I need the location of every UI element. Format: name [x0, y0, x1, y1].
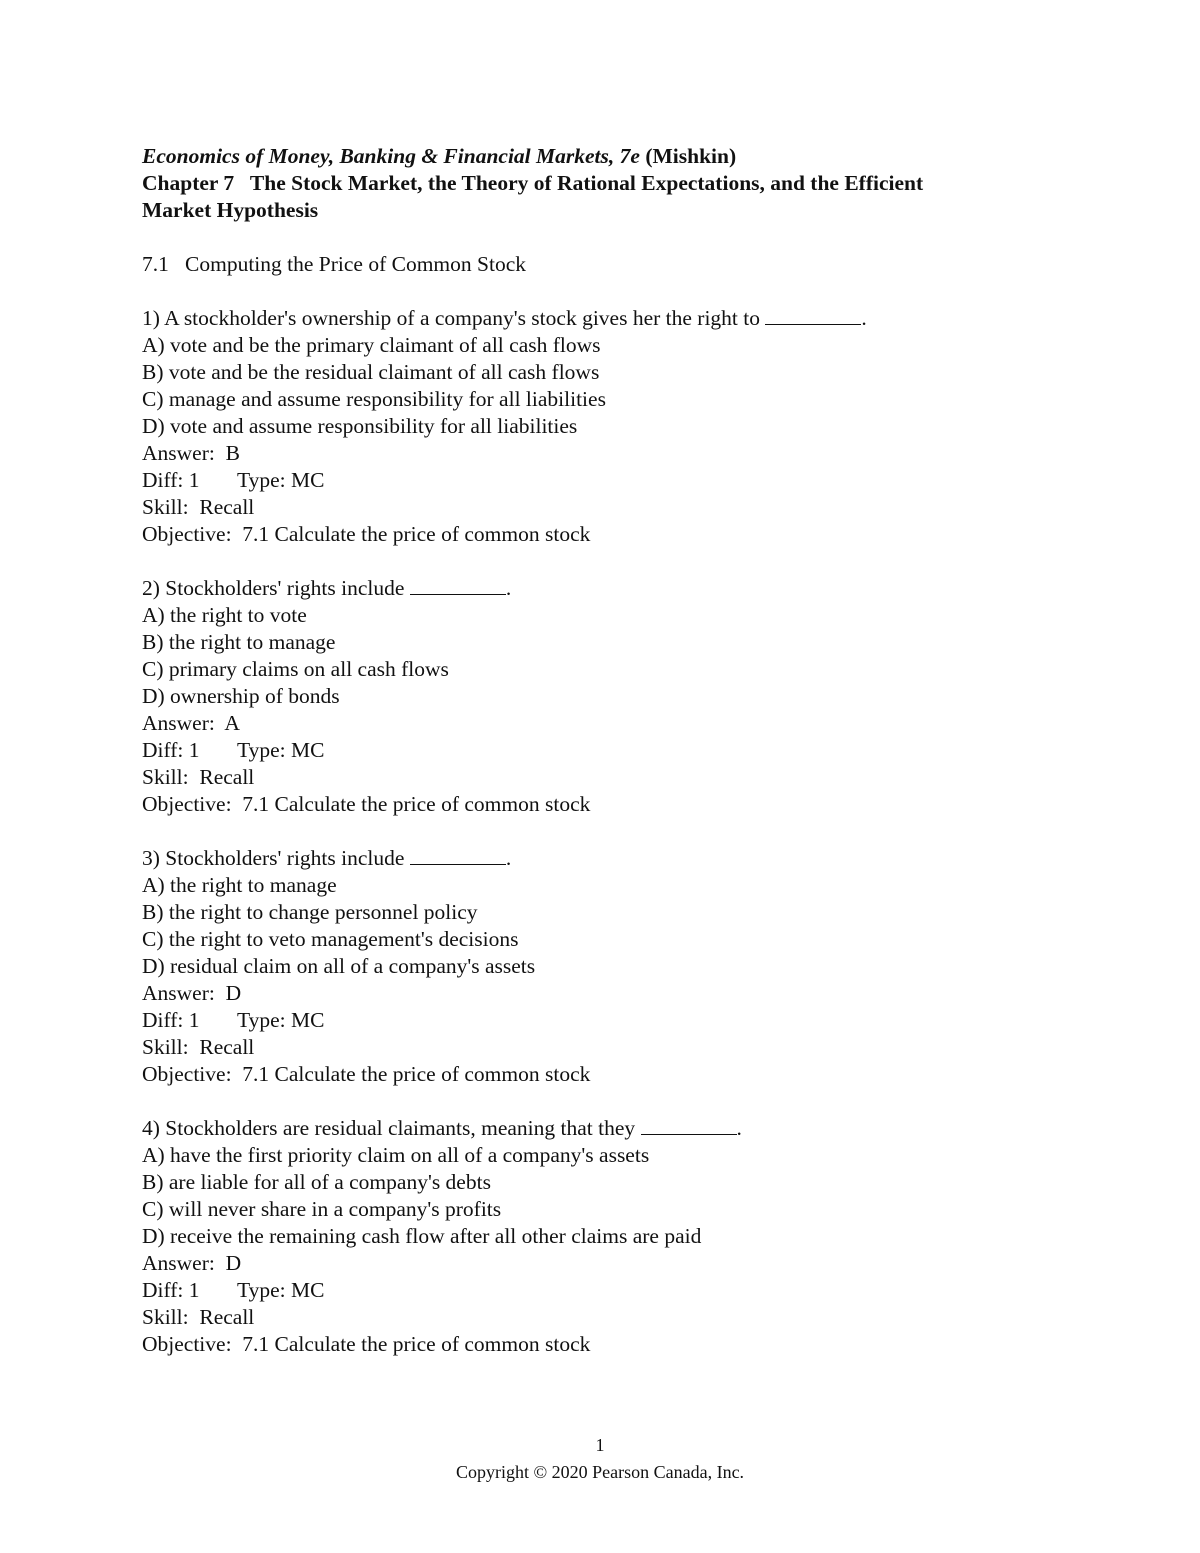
choice-a: A) have the first priority claim on all of a company's assets	[142, 1143, 650, 1167]
question-stem-end: .	[861, 306, 867, 330]
question-stem	[142, 1115, 1042, 1142]
choice-b: B) the right to change personnel policy	[142, 900, 478, 924]
question-stem	[142, 305, 1042, 332]
answer-line: Answer: D	[142, 1251, 242, 1275]
question-stem-end: .	[736, 1116, 742, 1140]
skill-line: Skill: Recall	[142, 1035, 255, 1059]
objective-line: Objective: 7.1 Calculate the price of common stock	[142, 1062, 591, 1086]
choice-c: C) will never share in a company's profits	[142, 1197, 502, 1221]
chapter-title: Chapter 7 The Stock Market, the Theory of Rational Expectations, and the Efficient	[142, 171, 924, 195]
question-block	[142, 1115, 1042, 1358]
page-content	[142, 143, 1042, 1358]
choice-a: A) the right to manage	[142, 873, 337, 897]
objective-line: Objective: 7.1 Calculate the price of common stock	[142, 522, 591, 546]
diff-type-line	[142, 737, 1042, 764]
answer-blank	[410, 845, 506, 865]
question-block	[142, 575, 1042, 818]
question-stem	[142, 845, 1042, 872]
choice-a: A) vote and be the primary claimant of all cash flows	[142, 333, 601, 357]
question-stem-text: 4) Stockholders are residual claimants, meaning that they	[142, 1116, 641, 1140]
choice-b: B) are liable for all of a company's debts	[142, 1170, 491, 1194]
question-stem-text: 2) Stockholders' rights include	[142, 576, 410, 600]
answer-blank	[765, 305, 861, 325]
question-type: Type: MC	[237, 468, 325, 492]
difficulty: Diff: 1	[142, 1278, 200, 1302]
skill-line: Skill: Recall	[142, 495, 255, 519]
question-block	[142, 845, 1042, 1088]
question-type: Type: MC	[237, 1008, 325, 1032]
question-type: Type: MC	[237, 1278, 325, 1302]
difficulty: Diff: 1	[142, 1008, 200, 1032]
difficulty: Diff: 1	[142, 468, 200, 492]
answer-blank	[641, 1115, 737, 1135]
skill-line: Skill: Recall	[142, 765, 255, 789]
copyright-notice: Copyright © 2020 Pearson Canada, Inc.	[455, 1462, 745, 1482]
book-title	[142, 143, 1042, 170]
page-number: 1	[595, 1435, 605, 1455]
choice-d: D) vote and assume responsibility for all liabilities	[142, 414, 578, 438]
choice-b: B) vote and be the residual claimant of all cash flows	[142, 360, 600, 384]
question-stem	[142, 575, 1042, 602]
answer-blank	[410, 575, 506, 595]
book-title-author: (Mishkin)	[639, 144, 737, 168]
objective-line: Objective: 7.1 Calculate the price of common stock	[142, 1332, 591, 1356]
diff-type-line	[142, 467, 1042, 494]
question-stem-end: .	[505, 576, 512, 600]
chapter-title-continued: Market Hypothesis	[142, 198, 319, 222]
objective-line: Objective: 7.1 Calculate the price of common stock	[142, 792, 591, 816]
question-stem-text: 1) A stockholder's ownership of a company's stock gives her the right to	[142, 306, 766, 330]
question-stem-text: 3) Stockholders' rights include	[142, 846, 410, 870]
question-block	[142, 305, 1042, 548]
choice-d: D) residual claim on all of a company's assets	[142, 954, 536, 978]
choice-a: A) the right to vote	[142, 603, 307, 627]
question-type: Type: MC	[237, 738, 325, 762]
answer-line: Answer: D	[142, 981, 242, 1005]
book-title-italic: Economics of Money, Banking & Financial Markets, 7e	[142, 144, 640, 168]
section-heading: 7.1 Computing the Price of Common Stock	[142, 252, 526, 276]
answer-line: Answer: A	[142, 711, 240, 735]
choice-d: D) receive the remaining cash flow after all other claims are paid	[142, 1224, 702, 1248]
choice-c: C) the right to veto management's decisions	[142, 927, 519, 951]
choice-c: C) primary claims on all cash flows	[142, 657, 449, 681]
answer-line: Answer: B	[142, 441, 240, 465]
question-stem-end: .	[505, 846, 512, 870]
diff-type-line	[142, 1007, 1042, 1034]
choice-b: B) the right to manage	[142, 630, 336, 654]
skill-line: Skill: Recall	[142, 1305, 255, 1329]
choice-d: D) ownership of bonds	[142, 684, 340, 708]
difficulty: Diff: 1	[142, 738, 200, 762]
choice-c: C) manage and assume responsibility for all liabilities	[142, 387, 606, 411]
diff-type-line	[142, 1277, 1042, 1304]
